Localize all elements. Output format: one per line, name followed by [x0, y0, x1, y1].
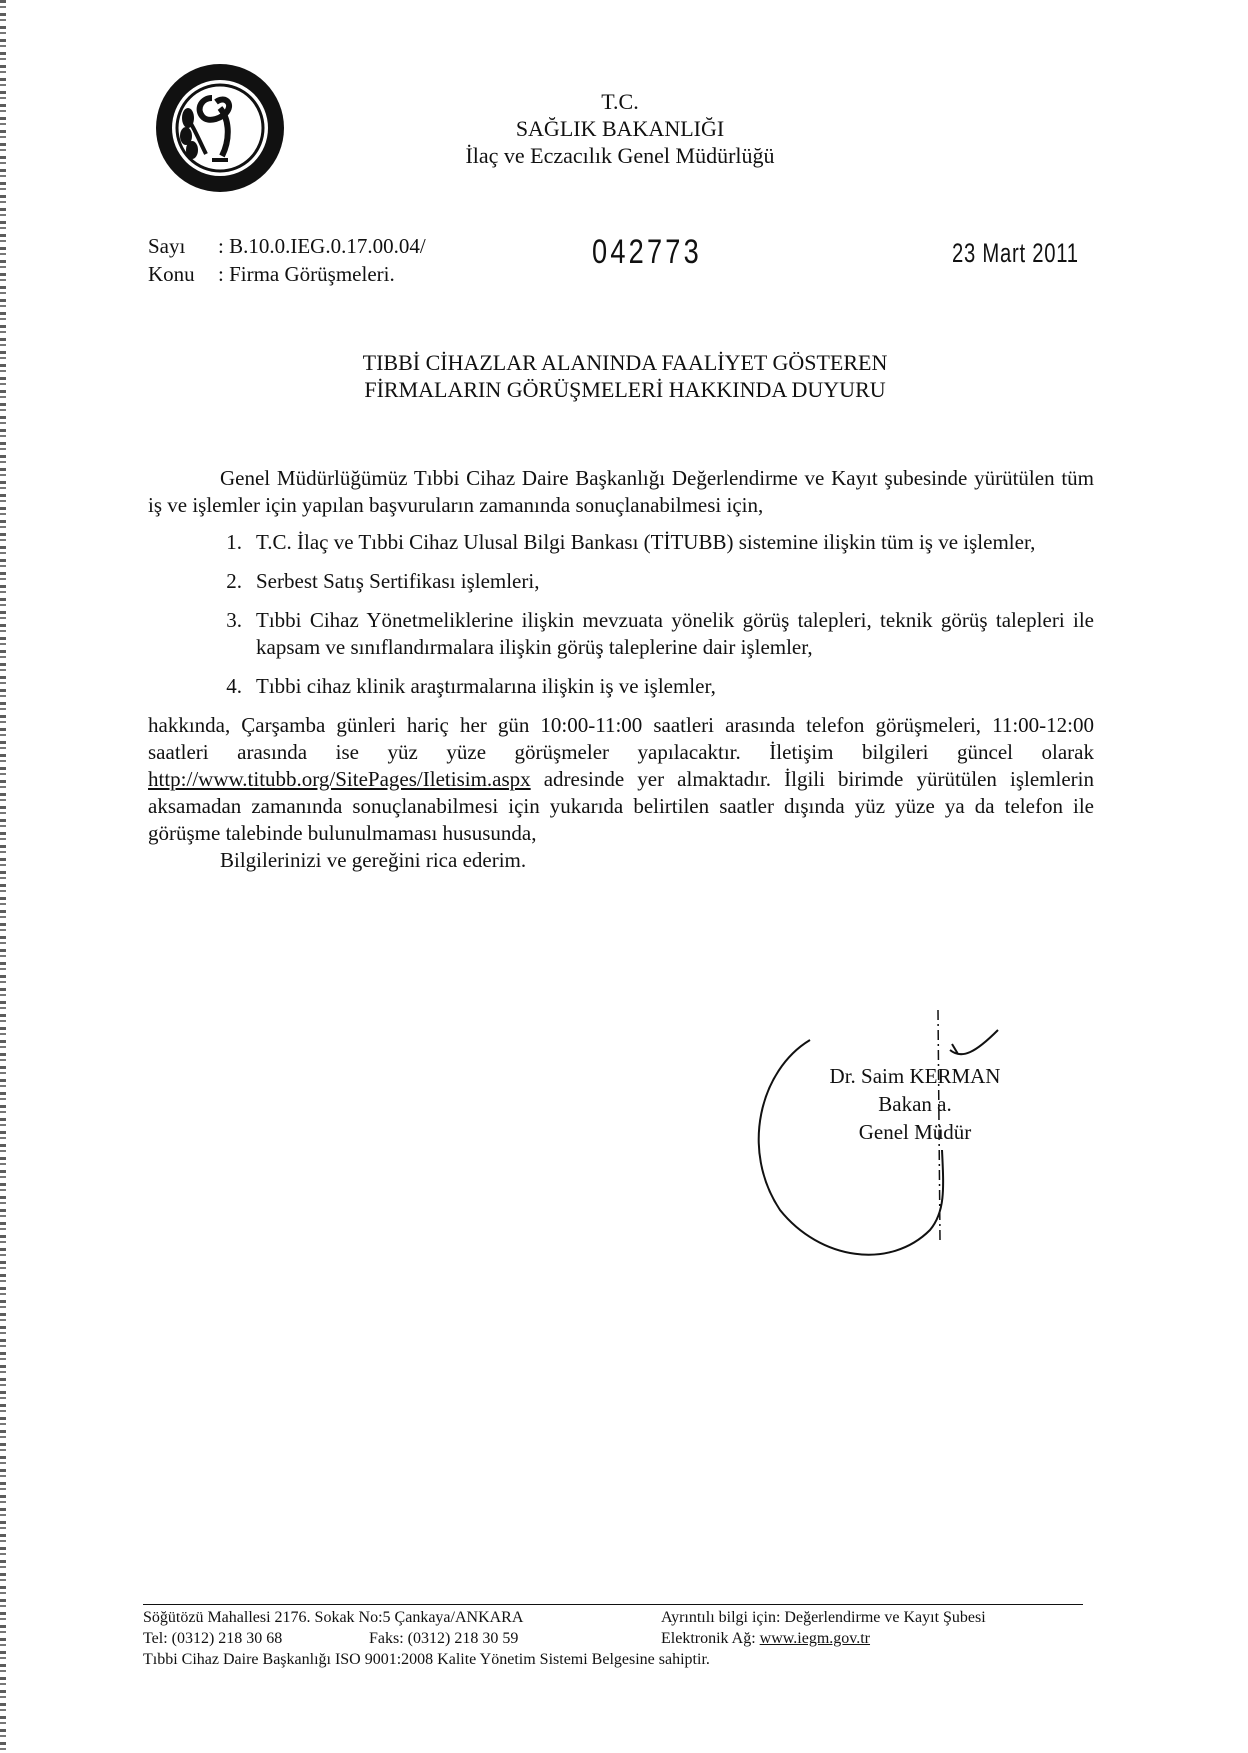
list-item-text: Tıbbi Cihaz Yönetmeliklerine ilişkin mevzuata yönelik görüş talepleri, teknik görüş talepleri ile kapsam ve sınıflandırmalara ilişkin görüş taleplerine dair işlemler, — [256, 608, 1094, 659]
schedule-text-continued: adresinde yer almaktadır. İlgili birimde yürütülen işlemlerin aksamadan zamanında sonuçlanabilmesi için yukarıda belirtilen saatler dışında yüz yüze ya da telefon ile görüşme talebinde bulunulmaması hususunda, — [148, 767, 1094, 845]
announcement-title — [280, 349, 970, 403]
list-item-number: 2. — [226, 569, 242, 593]
list-item-text: Tıbbi cihaz klinik araştırmalarına ilişkin iş ve işlemler, — [256, 674, 716, 698]
letter-body — [148, 465, 1094, 874]
contact-link[interactable]: http://www.titubb.org/SitePages/Iletisim.aspx — [148, 767, 531, 791]
list-item — [226, 607, 1094, 661]
sayi-value: : B.10.0.IEG.0.17.00.04/ — [218, 234, 426, 258]
list-item-number: 4. — [226, 674, 242, 698]
signatory-title-2: Genel Müdür — [858, 1120, 972, 1144]
closing-line: Bilgilerinizi ve gereğini rica ederim. — [220, 848, 527, 872]
letterhead — [400, 88, 840, 169]
footer-web-label: Elektronik Ağ: — [661, 1630, 760, 1647]
signatory-name: Dr. Saim KERMAN — [829, 1064, 1001, 1088]
document-number-stamp: 042773 — [592, 233, 702, 271]
list-item-text: Serbest Satış Sertifikası işlemleri, — [256, 569, 540, 593]
letterhead-line-2: SAĞLIK BAKANLIĞI — [515, 116, 725, 141]
ministry-seal-icon — [150, 58, 290, 198]
title-line-1: TIBBİ CİHAZLAR ALANINDA FAALİYET GÖSTEREN — [362, 350, 888, 375]
list-item — [226, 529, 1094, 556]
signatory-title-1: Bakan a. — [878, 1092, 952, 1116]
footer — [143, 1604, 1083, 1670]
list-item-number: 1. — [226, 530, 242, 554]
schedule-text: hakkında, Çarşamba günleri hariç her gün 10:00-11:00 saatleri arasında telefon görüşmeleri, 11:00-12:00 saatleri arasında ise yüz yüze görüşmeler yapılacaktır. İletişim bilgileri güncel olarak — [148, 713, 1094, 764]
footer-tel: Tel: (0312) 218 30 68 — [143, 1630, 283, 1647]
title-line-2: FİRMALARIN GÖRÜŞMELERİ HAKKINDA DUYURU — [364, 377, 886, 402]
konu-value: : Firma Görüşmeleri. — [218, 262, 395, 286]
reference-block — [148, 232, 426, 288]
konu-label: Konu — [148, 262, 195, 286]
list-item — [226, 568, 1094, 595]
list-item-text: T.C. İlaç ve Tıbbi Cihaz Ulusal Bilgi Bankası (TİTUBB) sistemine ilişkin tüm iş ve işlemler, — [256, 530, 1036, 554]
intro-paragraph: Genel Müdürlüğümüz Tıbbi Cihaz Daire Başkanlığı Değerlendirme ve Kayıt şubesinde yürütülen tüm iş ve işlemler için yapılan başvuruların zamanında sonuçlanabilmesi için, — [148, 466, 1094, 517]
signature-block — [810, 1062, 1020, 1146]
footer-divider — [143, 1604, 1083, 1605]
scan-edge — [0, 0, 6, 1753]
footer-info: Ayrıntılı bilgi için: Değerlendirme ve Kayıt Şubesi — [661, 1609, 986, 1626]
letterhead-line-1: T.C. — [601, 89, 639, 114]
date-stamp: 23 Mart 2011 — [952, 238, 1079, 268]
footer-fax: Faks: (0312) 218 30 59 — [369, 1630, 519, 1647]
footer-web-link[interactable]: www.iegm.gov.tr — [759, 1630, 871, 1647]
footer-address: Söğütözü Mahallesi 2176. Sokak No:5 Çankaya/ANKARA — [143, 1609, 524, 1626]
schedule-paragraph — [148, 712, 1094, 847]
topics-list — [148, 529, 1094, 700]
letterhead-line-3: İlaç ve Eczacılık Genel Müdürlüğü — [465, 143, 775, 168]
sayi-label: Sayı — [148, 234, 186, 258]
list-item — [226, 673, 1094, 700]
footer-iso-note: Tıbbi Cihaz Daire Başkanlığı ISO 9001:2008 Kalite Yönetim Sistemi Belgesine sahiptir. — [143, 1651, 710, 1668]
list-item-number: 3. — [226, 608, 242, 632]
